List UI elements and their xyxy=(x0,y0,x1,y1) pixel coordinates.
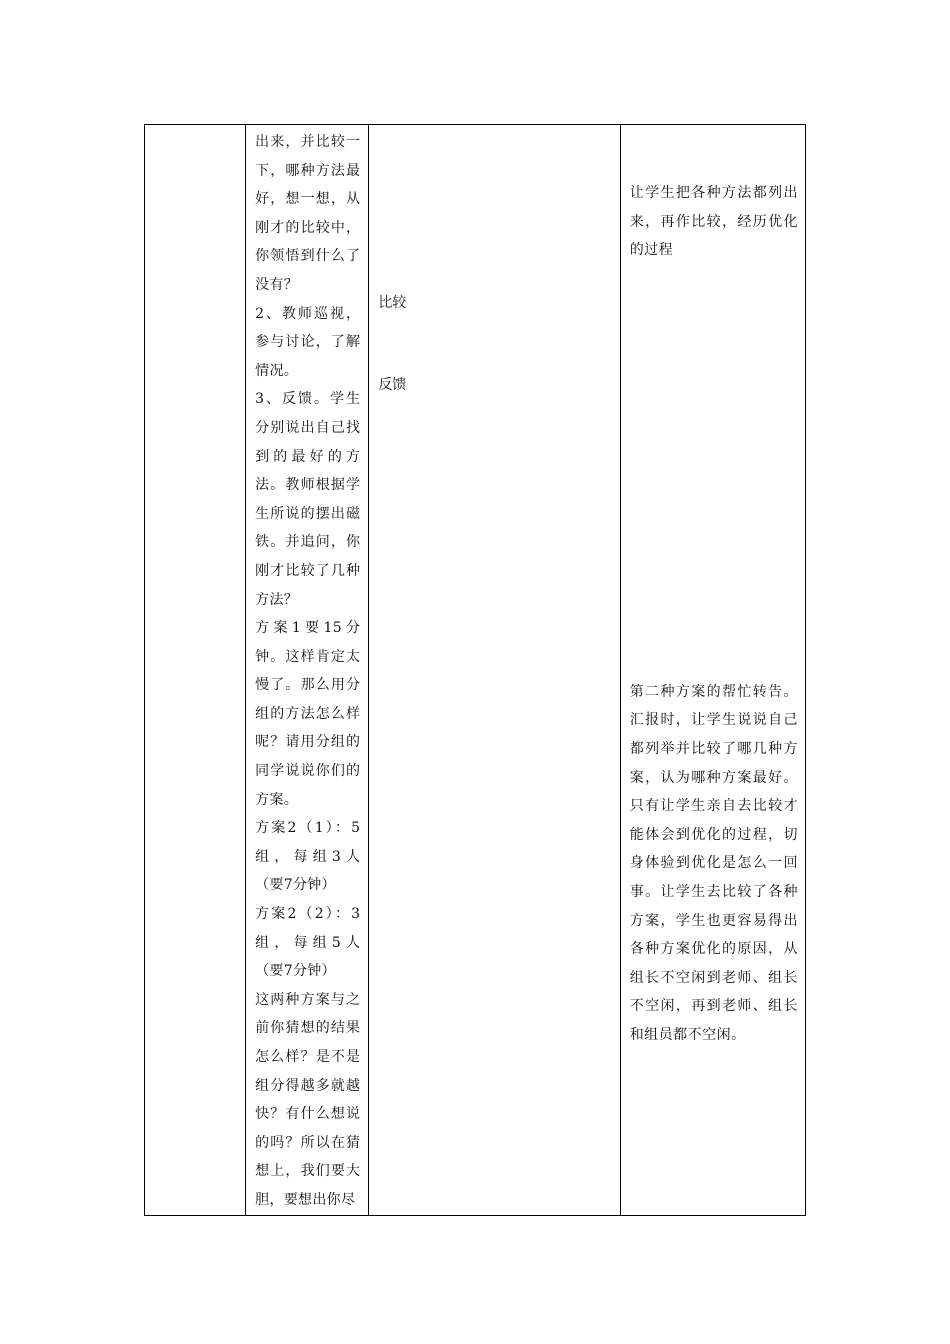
activity-paragraph: 3、反馈。学生分别说出自己找到的最好的方法。教师根据学生所说的摆出磁铁。并追问，你刚才比较了几种方法？ xyxy=(255,391,361,608)
design-intent-cell xyxy=(620,125,805,1216)
lesson-table xyxy=(144,124,806,1216)
feedback-label: 反馈 xyxy=(378,377,407,393)
intent-paragraph: 让学生把各种方法都列出来，再作比较，经历优化的过程 xyxy=(629,185,798,259)
intent-paragraph: 第二种方案的帮忙转告。汇报时，让学生说说自己都列举并比较了哪几种方案，认为哪种方案最好。只有让学生亲自去比较才能体会到优化的过程，切身体验到优化是怎么一回事。让学生去比较了各种方案，学生也更容易得出各种方案优化的原因，从组长不空闲到老师、组长不空闲，再到老师、组长和组员都不空闲。 xyxy=(629,683,798,1043)
activity-paragraph: 方案2（1）：5组，每组3人（要7分钟） xyxy=(255,820,361,894)
activity-paragraph: 方案1要15分钟。这样肯定太慢了。那么用分组的方法怎么样呢？请用分组的同学说说你们的方案。 xyxy=(255,620,361,808)
table-row xyxy=(145,125,806,1216)
activity-paragraph: 2、教师巡视，参与讨论，了解情况。 xyxy=(255,305,361,379)
compare-label: 比较 xyxy=(378,295,407,311)
activity-paragraph: 这两种方案与之前你猜想的结果怎么样？是不是组分得越多就越快？有什么想说的吗？所以在猜想上，我们要大胆，要想出你尽 xyxy=(255,991,361,1208)
empty-stage-cell xyxy=(145,125,246,1216)
teacher-activity-cell xyxy=(246,125,369,1216)
activity-paragraph: 方案2（2）：3组，每组5人（要7分钟） xyxy=(255,906,361,980)
activity-paragraph: 出来，并比较一下，哪种方法最好，想一想，从刚才的比较中，你领悟到什么了没有？ xyxy=(255,134,361,293)
student-activity-cell xyxy=(369,125,620,1216)
